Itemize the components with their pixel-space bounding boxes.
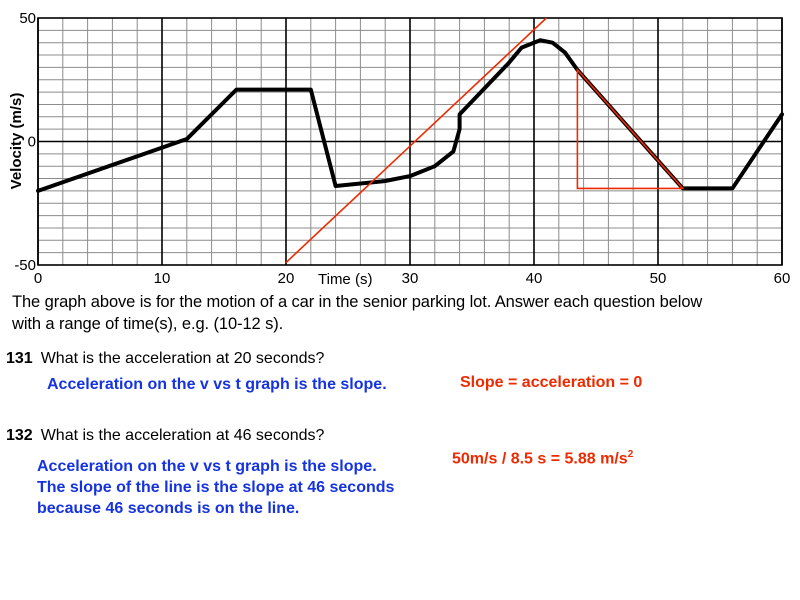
question-132-explanation-line-2: The slope of the line is the slope at 46 seconds [37, 479, 395, 496]
question-132-answer-value: 50m/s / 8.5 s = 5.88 m/s [452, 450, 628, 468]
question-131-number: 131 [6, 350, 33, 367]
chart-tick-labels [14, 10, 790, 287]
question-132-explanation [37, 456, 394, 519]
question-131-text: What is the acceleration at 20 seconds? [40, 350, 325, 367]
intro-text [12, 291, 792, 335]
x-tick-label: 30 [401, 270, 419, 287]
question-132 [6, 427, 324, 445]
question-132-answer-exponent: 2 [627, 449, 634, 460]
x-tick-label: 50 [649, 270, 667, 287]
y-tick-label: 0 [27, 133, 36, 151]
x-tick-label: 20 [277, 270, 295, 287]
question-132-number: 132 [6, 427, 33, 444]
y-axis-label: Velocity (m/s) [8, 92, 25, 190]
intro-line-2: with a range of time(s), e.g. (10-12 s). [12, 315, 284, 333]
question-131-explanation: Acceleration on the v vs t graph is the slope. [47, 376, 387, 393]
velocity-time-chart [0, 0, 800, 290]
x-tick-label: 0 [33, 270, 43, 287]
question-132-answer [452, 449, 633, 468]
question-131-answer: Slope = acceleration = 0 [460, 374, 643, 391]
x-tick-label: 60 [773, 270, 791, 287]
x-axis-label: Time (s) [318, 271, 373, 288]
question-132-text: What is the acceleration at 46 seconds? [40, 427, 325, 444]
question-131 [6, 350, 324, 368]
y-tick-label: 50 [19, 10, 36, 27]
x-tick-label: 10 [153, 270, 171, 287]
question-132-explanation-line-3: because 46 seconds is on the line. [37, 500, 300, 517]
y-tick-label: -50 [14, 257, 36, 274]
question-132-explanation-line-1: Acceleration on the v vs t graph is the slope. [37, 458, 377, 475]
x-tick-label: 40 [525, 270, 543, 287]
intro-line-1: The graph above is for the motion of a car in the senior parking lot. Answer each question below [12, 293, 703, 311]
